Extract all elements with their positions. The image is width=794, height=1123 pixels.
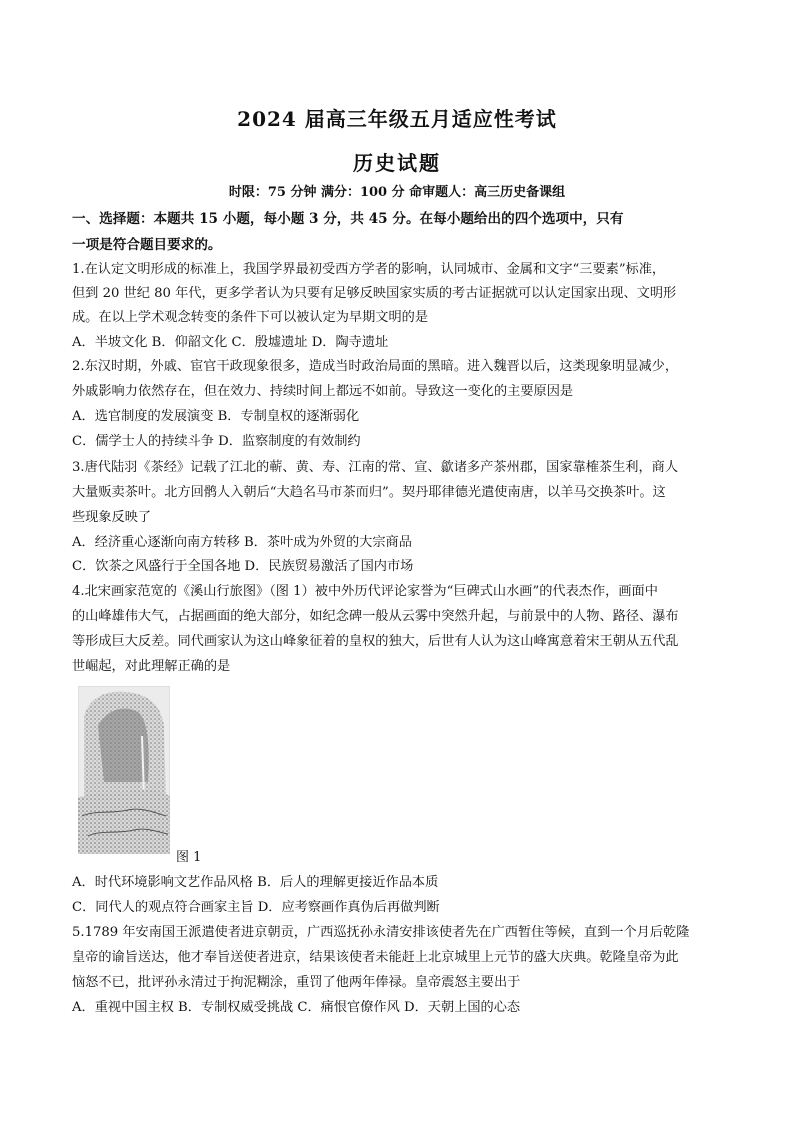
question-2-options: C．儒学士人的持续斗争 D．监察制度的有效制约 — [72, 434, 361, 449]
question-5-text: 恼怒不已，批评孙永清过于拘泥糊涂，重罚了他两年俸禄。皇帝震怒主要出于 — [72, 975, 521, 990]
question-3-options: A．经济重心逐渐向南方转移 B．茶叶成为外贸的大宗商品 — [72, 535, 412, 550]
section-instruction: 一项是符合题目要求的。 — [72, 237, 222, 253]
question-2-options: A．选官制度的发展演变 B．专制皇权的逐渐弱化 — [72, 409, 360, 424]
question-3-options: C．饮茶之风盛行于全国各地 D．民族贸易激活了国内市场 — [72, 559, 414, 574]
question-5-text: 5.1789 年安南国王派遣使者进京朝贡，广西巡抚孙永清安排该使者先在广西暂住等候，直到一个月后乾隆 — [72, 925, 690, 940]
question-4-text: 世崛起，对此理解正确的是 — [72, 659, 231, 674]
exam-title: 2024 届高三年级五月适应性考试 — [237, 107, 557, 131]
question-1-text: 但到 20 世纪 80 年代，更多学者认为只要有足够反映国家实质的考古证据就可以认定国家出现、文明形 — [72, 286, 677, 301]
figure-caption: 图 1 — [176, 850, 202, 865]
question-4-text: 4.北宋画家范宽的《溪山行旅图》（图 1）被中外历代评论家誉为“巨碑式山水画”的代表杰作，画面中 — [72, 584, 658, 599]
question-2-text: 外戚影响力依然存在，但在效力、持续时间上都远不如前。导致这一变化的主要原因是 — [72, 384, 574, 399]
question-5-text: 皇帝的谕旨送达，他才奉旨送使者进京，结果该使者未能赶上北京城里上元节的盛大庆典。乾隆皇帝为此 — [72, 950, 679, 965]
exam-meta: 时限：75 分钟 满分：100 分 命审题人：高三历史备课组 — [228, 185, 566, 200]
question-5-options: A．重视中国主权 B．专制权威受挑战 C．痛恨官僚作风 D．天朝上国的心态 — [72, 1000, 521, 1015]
question-1-text: 1.在认定文明形成的标准上，我国学界最初受西方学者的影响，认同城市、金属和文字“三要素”标准， — [72, 262, 666, 277]
subject-title: 历史试题 — [353, 151, 441, 175]
question-3-text: 3.唐代陆羽《茶经》记载了江北的蕲、黄、寿、江南的常、宣、歙诸多产茶州郡，国家靠榷茶生利，商人 — [72, 460, 679, 475]
question-3-text: 大量贩卖茶叶。北方回鹘人入朝后“大趋名马市茶而归”。契丹耶律德光遣使南唐，以羊马交换茶叶。这 — [72, 485, 666, 500]
question-4-text: 等形成巨大反差。同代画家认为这山峰象征着的皇权的独大，后世有人认为这山峰寓意着宋王朝从五代乱 — [72, 634, 679, 649]
section-instruction: 一、选择题：本题共 15 小题，每小题 3 分，共 45 分。在每小题给出的四个选项中，只有 — [72, 211, 624, 227]
question-4-text: 的山峰雄伟大气，占据画面的绝大部分，如纪念碑一般从云雾中突然升起，与前景中的人物、路径、瀑布 — [72, 609, 679, 624]
question-1-text: 成。在以上学术观念转变的条件下可以被认定为早期文明的是 — [72, 310, 429, 325]
question-4-options: C．同代人的观点符合画家主旨 D．应考察画作真伪后再做判断 — [72, 900, 440, 915]
question-2-text: 2.东汉时期，外戚、宦官干政现象很多，造成当时政治局面的黑暗。进入魏晋以后，这类现象明显减少， — [72, 359, 679, 374]
question-1-options: A．半坡文化 B．仰韶文化 C．殷墟遗址 D．陶寺遗址 — [72, 335, 389, 350]
question-3-text: 些现象反映了 — [72, 510, 152, 525]
question-4-options: A．时代环境影响文艺作品风格 B．后人的理解更接近作品本质 — [72, 875, 439, 890]
landscape-painting-image — [78, 686, 170, 854]
